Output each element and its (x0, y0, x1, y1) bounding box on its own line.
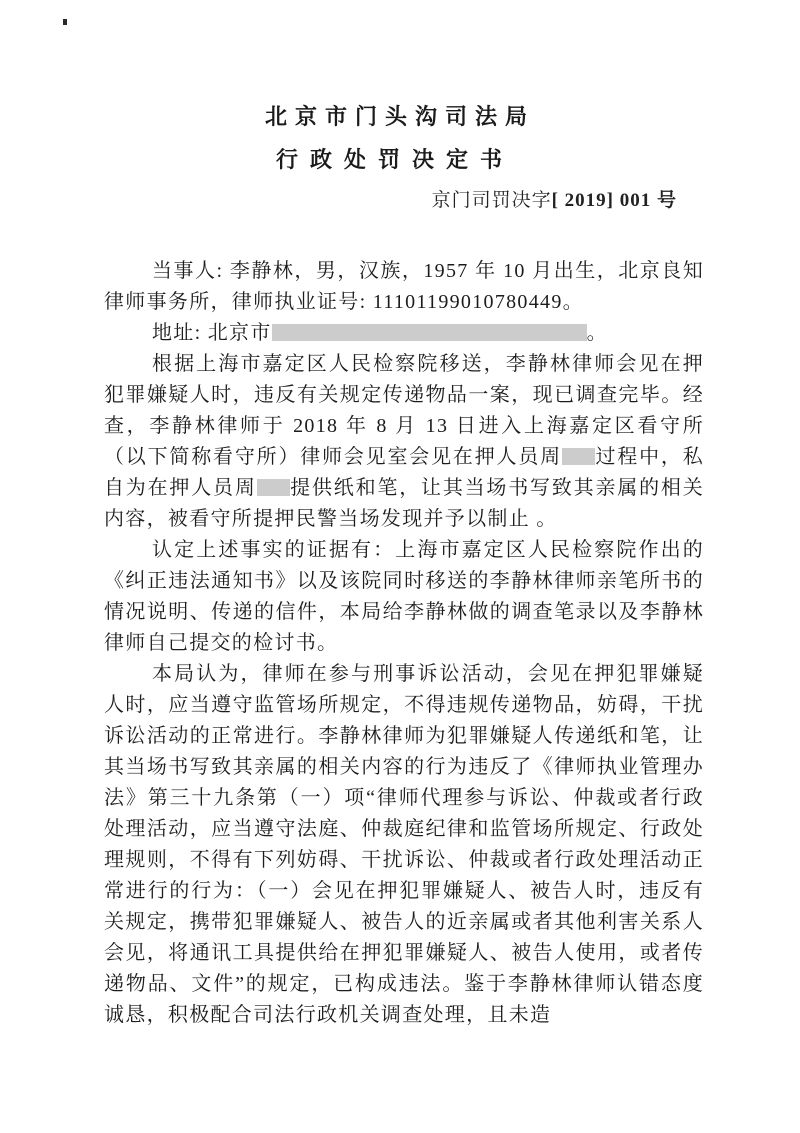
redaction-box (562, 448, 595, 465)
paragraph (104, 659, 704, 1031)
scan-artifact-speck (63, 19, 67, 25)
text-run: 当事人: 李静林，男，汉族，1957 年 10 月出生，北京良知律师事务所，律师执业证号: 11101199010780449。 (104, 260, 704, 313)
document-number-prefix: 京门司罚决字 (431, 190, 552, 211)
text-run: 本局认为，律师在参与刑事诉讼活动，会见在押犯罪嫌疑人时，应当遵守监管场所规定，不得违规传递物品，妨碍，干扰诉讼活动的正常进行。李静林律师为犯罪嫌疑人传递纸和笔，让其当场书写致其亲属的相关内容的行为违反了《律师执业管理办法》第三十九条第（一）项“律师代理参与诉讼、仲裁或者行政处理活动，应当遵守法庭、仲裁庭纪律和监管场所规定、行政处理规则，不得有下列妨碍、干扰诉讼、仲裁或者行政处理活动正常进行的行为：（一）会见在押犯罪嫌疑人、被告人时，违反有关规定，携带犯罪嫌疑人、被告人的近亲属或者其他利害关系人会见，将通讯工具提供给在押犯罪嫌疑人、被告人使用，或者传递物品、文件”的规定，已构成违法。鉴于李静林律师认错态度诚恳，积极配合司法行政机关调查处理，且未造 (104, 663, 704, 1026)
document-number-value: [ 2019] 001 号 (551, 190, 677, 211)
text-run: 认定上述事实的证据有：上海市嘉定区人民检察院作出的《纠正违法通知书》以及该院同时移送的李静林律师亲笔所书的情况说明、传递的信件，本局给李静林做的调查笔录以及李静林律师自己提交的检讨书。 (104, 539, 704, 654)
redaction-box (272, 324, 587, 341)
paragraph (104, 349, 704, 535)
issuing-authority-title: 北京市门头沟司法局 (264, 104, 535, 129)
document-number (432, 185, 677, 212)
paragraph (104, 535, 704, 659)
text-run: 。 (586, 322, 608, 344)
redaction-box (257, 479, 290, 496)
text-run: 过程中，私自为在押人员周 (104, 446, 704, 499)
text-run: 提供纸和笔，让其当场书写致其亲属的相关内容，被看守所提押民警当场发现并予以制止 。 (104, 477, 704, 530)
paragraph (104, 318, 704, 349)
paragraph (104, 256, 704, 318)
document-body (104, 256, 704, 1031)
text-run: 地址: 北京市 (152, 322, 272, 344)
text-run: 根据上海市嘉定区人民检察院移送，李静林律师会见在押犯罪嫌疑人时，违反有关规定传递物品一案，现已调查完毕。经查，李静林律师于 2018 年 8 月 13 日进入上海嘉定区看守所（以下简称看守所）律师会见室会见在押人员周 (104, 353, 704, 468)
document-title: 行政处罚决定书 (275, 147, 514, 172)
